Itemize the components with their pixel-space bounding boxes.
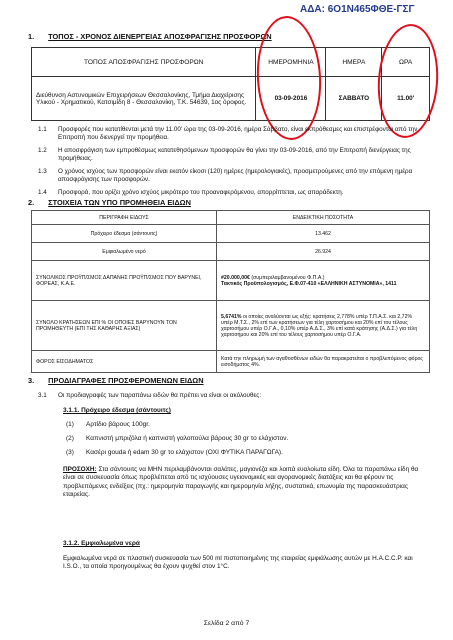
paragraph-1-2: 1.2 Η αποσφράγιση των εμπροθέσμως κατατεθησόμενων προσφορών θα γίνει την 03-09-2016, από την Επιτροπή διενέργειας της προμήθειας.: [38, 147, 411, 163]
list-item: (1) Αρτίδιο βάρους 100gr.: [66, 421, 150, 428]
item-water: Εμφιαλωμένο νερό: [32, 243, 217, 261]
cell-day: ΣΑΒΒΑΤΟ: [326, 77, 382, 121]
cell-time: 11.00': [382, 77, 430, 121]
paragraph-1-3: 1.3 Ο χρόνος ισχύος των προσφορών είναι εκατόν είκοσι (120) ημέρες (ημερολογιακές), προσμετρούμενες από την επόμενη ημέρα αποσφράγισης των προσφορών.: [38, 168, 413, 184]
tax-value: Κατά την πληρωμή των αγαθοσθένων ειδών θα παρακρατείται ο προβλεπόμενος φόρος εισοδήματος 4%.: [217, 351, 430, 373]
section-title: ΣΤΟΙΧΕΙΑ ΤΩΝ ΥΠΟ ΠΡΟΜΗΘΕΙΑ ΕΙΔΩΝ: [48, 198, 191, 207]
list-item: (2) Καπνιστή μπριζόλα ή καπνιστή γαλοπούλα βάρους 30 gr το ελάχιστον.: [66, 435, 289, 442]
cell-place: Διεύθυνση Αστυνομικών Επιχειρήσεων Θεσσαλονίκης, Τμήμα Διαχείρισης Υλικού - Χρηματικού, Κατσιμίδη 8 - Θεσσαλονίκη, Τ.Κ. 54639, 1ος όροφος.: [32, 77, 256, 121]
item-sandwich: Πρόχειρο έδεσμα (σάντουιτς): [32, 225, 217, 243]
section-title: ΠΡΟΔΙΑΓΡΑΦΕΣ ΠΡΟΣΦΕΡΟΜΕΝΩΝ ΕΙΔΩΝ: [48, 376, 204, 385]
list-item: (3) Κασέρι gouda ή edam 30 gr το ελάχιστον (ΟΧΙ ΦΥΤΙΚΑ ΠΑΡΑΓΩΓΑ).: [66, 449, 283, 456]
red-oval-time: [374, 22, 442, 140]
ada-code: ΑΔΑ: 6Ο1Ν465ΦΘΕ-ΓΣΓ: [300, 4, 415, 15]
warning-note: ΠΡΟΣΟΧΗ: Στα σάντουιτς να ΜΗΝ περιλαμβάνονται σαλάτες, μαγιονέζα και λοιπά ευαλοίωτα είδη. Όλα τα παραπάνω είδη θα είναι σε συσκευασία όπως προβλέπεται από τις ισχύουσες υγειονομικές και αγορανομικές διατάξεις και θα φέρουν τις προβλεπόμενες ενδείξεις (πχ.: ημερομηνία παραγωγής και ημερομηνία λήξης, συστατικά, επωνυμία της παρασκευάστριας εταιρείας.: [63, 466, 419, 499]
paragraph-1-4: 1.4 Προσφορά, που ορίζει χρόνο ισχύος μικρότερο του προαναφερόμενου, απορρίπτεται, ως απαράδεκτη.: [38, 189, 344, 196]
page-number: Σελίδα 2 από 7: [203, 620, 250, 627]
section-number: 2.: [28, 198, 35, 207]
header-quantity: ΕΝΔΕΙΚΤΙΚΗ ΠΟΣΟΤΗΤΑ: [217, 211, 430, 225]
paragraph-3-1: 3.1 Οι προδιαγραφές των παραπάνω ειδών θα πρέπει να είναι οι ακόλουθες:: [38, 392, 262, 399]
header-description: ΠΕΡΙΓΡΑΦΗ ΕΙΔΟΥΣ: [32, 211, 217, 225]
section-2-heading: [28, 198, 191, 207]
budget-label: ΣΥΝΟΛΙΚΟΣ ΠΡΟΫΠ/ΣΜΟΣ ΔΑΠΑΝΗΣ ΠΡΟΫΠ/ΣΜΟΣ ΠΟΥ ΒΑΡΥΝΕΙ, ΦΟΡΕΑΣ, Κ.Α.Ε.: [32, 261, 217, 301]
section-3-heading: [28, 376, 204, 385]
water-spec: Εμφιαλωμένα νερά σε πλαστική συσκευασία των 500 ml πιστοποιημένης της εταιρείας εμφιάλωσης αυτών με Η.Α.C.C.P. και I.S.O., τα οποία προηγουμένως θα έχουν ψυχθεί στον 1°C.: [63, 555, 413, 571]
header-date: ΗΜΕΡΟΜΗΝΙΑ: [256, 48, 326, 77]
red-oval-date: [254, 14, 324, 141]
deductions-value: 5,6741% οι οποίες αναλύονται ως εξής: κρατήσεις 2,778% υπέρ Τ.Π.Α.Σ. και 2,72% υπέρ Μ.Τ.Σ., 2% επί των κρατήσεων για τέλη χαρτοσήμου και 20% επί του τέλους χαρτοσήμου υπέρ Ο.Γ.Α., 0,10% υπέρ Α.Δ.Σ., 3% επί κατά κράτησης (Α.Δ.Σ.) για τέλη χαρτοσήμου και 20% επί του τέλους χαρτοσήμου υπέρ Ο.Γ.Α.: [217, 301, 430, 351]
section-number: 1.: [28, 32, 35, 41]
qty-water: 26.924: [217, 243, 430, 261]
opening-table: [31, 47, 430, 121]
budget-value: #20.000,00€ (συμπεριλαμβανομένου Φ.Π.Α.) Τακτικός Προϋπολογισμός, Ε.Φ.07-410 «ΕΛΛΗΝΙΚΗ ΑΣΤΥΝΟΜΙΑ», 1411: [217, 261, 430, 301]
header-day: ΗΜΕΡΑ: [326, 48, 382, 77]
section-number: 3.: [28, 376, 35, 385]
qty-sandwich: 13.462: [217, 225, 430, 243]
items-table: [31, 210, 430, 373]
subsection-3-1-1-title: 3.1.1. Πρόχειρο έδεσμα (σάντουιτς): [63, 407, 171, 414]
deductions-label: ΣΥΝΟΛΟ ΚΡΑΤΗΣΕΩΝ ΕΠΙ % ΟΙ ΟΠΟΙΕΣ ΒΑΡΥΝΟΥΝ ΤΟΝ ΠΡΟΜΗΘΕΥΤΗ (ΕΠΙ ΤΗΣ ΚΑΘΑΡΗΣ ΑΞΙΑΣ): [32, 301, 217, 351]
subsection-3-1-2-title: 3.1.2. Εμφιαλωμένα νερά: [63, 540, 140, 547]
tax-label: ΦΟΡΟΣ ΕΙΣΟΔΗΜΑΤΟΣ: [32, 351, 217, 373]
paragraph-1-1: 1.1 Προσφορές που κατατίθενται μετά την 11.00' ώρα της 03-09-2016, ημέρα Σάββατο, είναι εκπρόθεσμες και επιστρέφονται από την Επιτροπή που διενεργεί την προμήθεια.: [38, 126, 418, 142]
cell-date: 03-09-2016: [256, 77, 326, 121]
section-1-heading: [28, 32, 272, 41]
section-title: ΤΟΠΟΣ - ΧΡΟΝΟΣ ΔΙΕΝΕΡΓΕΙΑΣ ΑΠΟΣΦΡΑΓΙΣΗΣ ΠΡΟΣΦΟΡΩΝ: [48, 32, 272, 41]
header-time: ΩΡΑ: [382, 48, 430, 77]
header-place: ΤΟΠΟΣ ΑΠΟΣΦΡΑΓΙΣΗΣ ΠΡΟΣΦΟΡΩΝ: [32, 48, 256, 77]
